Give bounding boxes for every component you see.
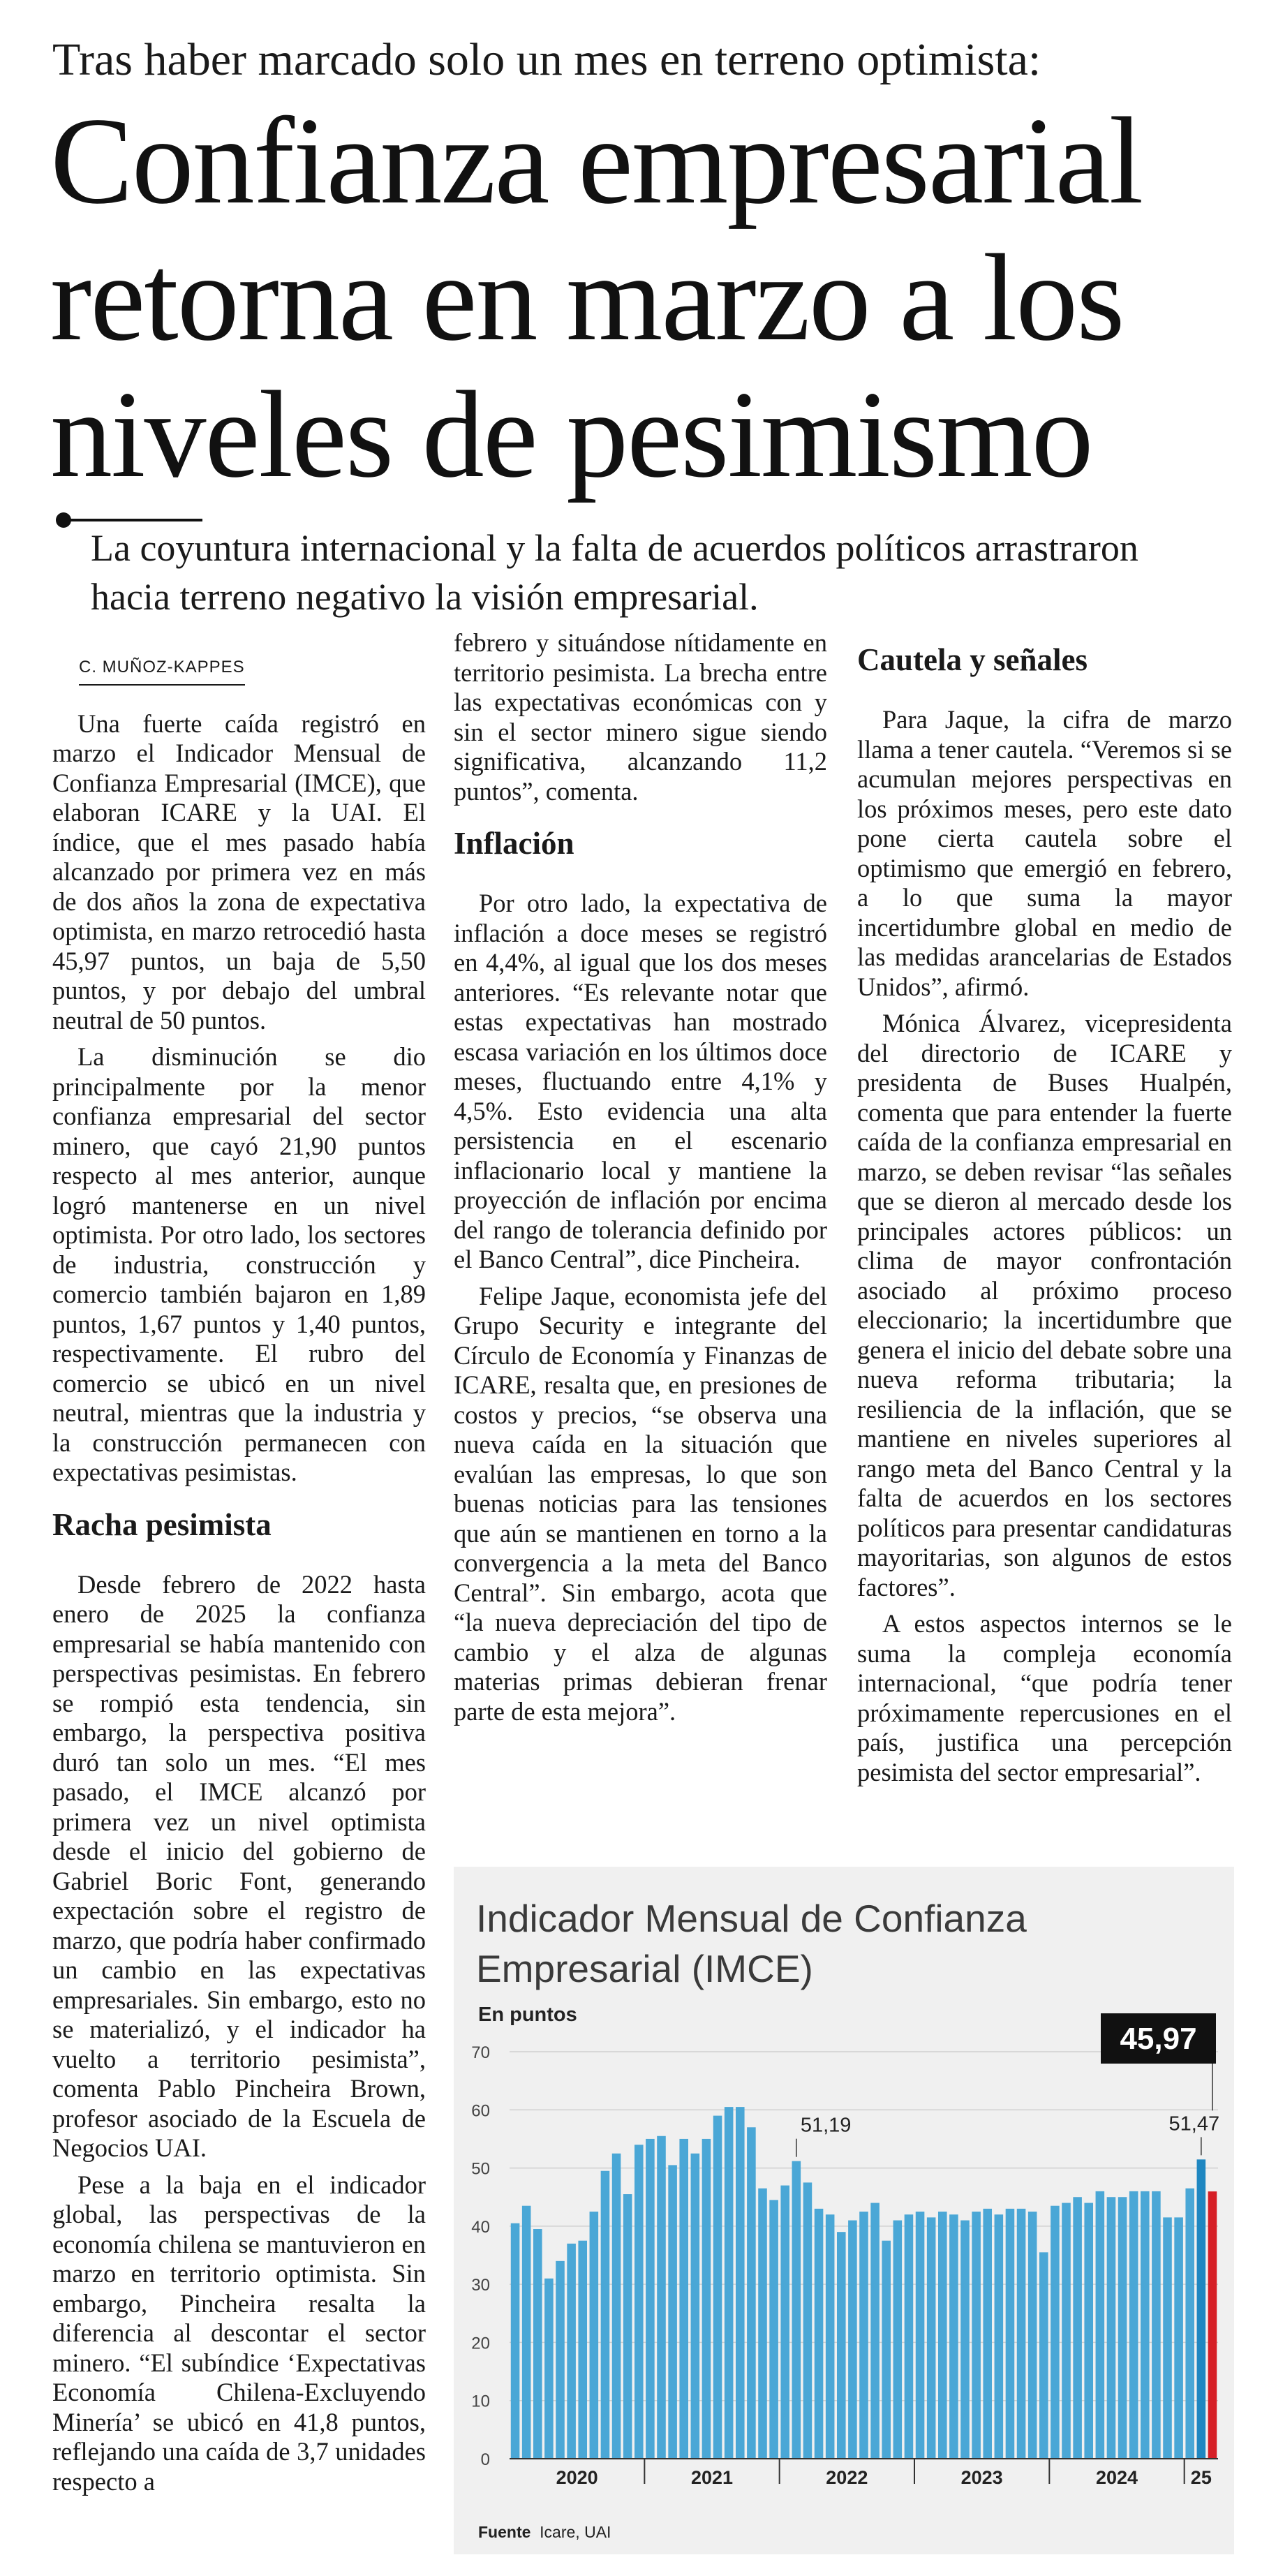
paragraph: A estos aspectos internos se le suma la compleja economía internacional, “que podría tener próximamente repercusiones en el país, justifica una percepción pesimista del sector empresarial”.	[857, 1609, 1232, 1786]
data-bar	[1152, 2191, 1161, 2459]
data-bar	[837, 2232, 846, 2459]
x-year-label: 2023	[960, 2467, 1003, 2488]
paragraph: Una fuerte caída registró en marzo el Indicador Mensual de Confianza Empresarial (IMCE), que elaboran ICARE y la UAI. El índice, que el mes pasado había alcanzado por primera vez en más de dos años la zona de expectativa optimista, en marzo retrocedió hasta 45,97 puntos, un baja de 5,50 puntos, y por debajo del umbral neutral de 50 puntos.	[52, 709, 426, 1035]
data-bar	[567, 2244, 576, 2459]
y-tick-label: 30	[471, 2276, 490, 2295]
data-bar	[1129, 2191, 1138, 2459]
data-bar	[972, 2212, 981, 2459]
y-tick-label: 20	[471, 2334, 490, 2353]
data-bar	[1197, 2159, 1206, 2459]
data-bar	[882, 2241, 891, 2459]
x-year-label: 2022	[826, 2467, 868, 2488]
data-bar	[803, 2182, 812, 2459]
chart-plot	[454, 1867, 1234, 2554]
data-bar	[590, 2212, 599, 2459]
data-bar	[1028, 2212, 1037, 2459]
data-label: 51,47	[1168, 2112, 1220, 2135]
x-year-label: 2020	[556, 2467, 598, 2488]
rule-line	[63, 519, 202, 521]
data-bar	[870, 2203, 880, 2459]
data-bar	[758, 2189, 767, 2459]
data-bar	[792, 2161, 801, 2459]
section-heading-inflacion: Inflación	[454, 826, 574, 861]
y-tick-label: 10	[471, 2392, 490, 2411]
data-bar	[848, 2221, 857, 2459]
data-bar	[1141, 2191, 1150, 2459]
y-tick-label: 50	[471, 2159, 490, 2179]
data-bar	[995, 2214, 1004, 2459]
data-bar	[1017, 2209, 1026, 2459]
data-bar	[1185, 2189, 1194, 2459]
chart-title: Indicador Mensual de Confianza Empresarial (IMCE)	[476, 1897, 1027, 1990]
data-bar	[725, 2107, 734, 2459]
paragraph: Mónica Álvarez, vicepresidenta del directorio de ICARE y presidenta de Buses Hualpén, comenta que para entender la fuerte caída de la confianza empresarial en marzo, se deben revisar “las señales que se dieron al mercado desde los principales actores públicos: un clima de mayor confrontación asociado al próximo proceso eleccionario; la incertidumbre que genera el inicio del debate sobre una nueva reforma tributaria; la resiliencia de la inflación, que se mantiene en niveles superiores al rango meta del Banco Central y la falta de acuerdos en los sectores políticos para presentar candidaturas mayoritarias, son algunos de estos factores”.	[857, 1009, 1232, 1601]
data-bar	[657, 2136, 666, 2459]
y-tick-label: 40	[471, 2217, 490, 2237]
y-tick-label: 70	[471, 2043, 490, 2062]
data-bar	[578, 2241, 587, 2459]
paragraph: Felipe Jaque, economista jefe del Grupo Security e integrante del Círculo de Economía y Finanzas de ICARE, resalta que, en presiones de costos y precios, “se observa una nueva caída en la situación que evalúan las empresas, lo que son buenas noticias para las tensiones que aún se mantienen en torno a la convergencia a la meta del Banco Central”. Sin embargo, acota que “la nueva depreciación del tipo de cambio y el alza de algunas materias primas debieran frenar parte de esta mejora”.	[454, 1281, 827, 1726]
paragraph: Pese a la baja en el indicador global, las perspectivas de la economía chilena se mantuvieron en marzo en territorio optimista. Sin embargo, Pincheira resalta la diferencia al descontar el sector minero. “El subíndice ‘Expectativas Economía Chilena-Excluyendo Minería’ se ubicó en 41,8 puntos, reflejando una caída de 3,7 unidades respecto a	[52, 2170, 426, 2496]
data-bar	[522, 2206, 531, 2459]
x-year-label: 25	[1190, 2467, 1212, 2488]
chart-source-label: Fuente	[478, 2523, 531, 2541]
data-bar	[1062, 2203, 1071, 2459]
data-bar	[938, 2212, 947, 2459]
paragraph: Por otro lado, la expectativa de inflación a doce meses se registró en 4,4%, al igual que los dos meses anteriores. “Es relevante notar que estas expectativas han mostrado escasa variación en los últimos doce meses, fluctuando entre 4,1% y 4,5%. Esto evidencia una alta persistencia en el escenario inflacionario local y mantiene la proyección de inflación por encima del rango de tolerancia definido por el Banco Central”, dice Pincheira.	[454, 889, 827, 1273]
data-bar	[826, 2214, 835, 2459]
paragraph: Para Jaque, la cifra de marzo llama a tener cautela. “Veremos si se acumulan mejores perspectivas en los próximos meses, pero este dato pone cierta cautela sobre el optimismo que emergió en febrero, a lo que suma la mayor incertidumbre global en medio de las medidas arancelarias de Estados Unidos”, afirmó.	[857, 705, 1232, 1001]
section-heading-racha-pesimista: Racha pesimista	[52, 1507, 272, 1542]
data-bar	[679, 2139, 688, 2459]
data-bar	[1208, 2191, 1217, 2459]
data-bar	[1039, 2252, 1048, 2459]
data-bar	[916, 2212, 925, 2459]
data-bar	[927, 2217, 936, 2459]
data-bar	[859, 2212, 868, 2459]
data-bar	[1174, 2217, 1183, 2459]
data-bar	[646, 2139, 655, 2459]
data-bar	[612, 2154, 621, 2459]
data-bar	[960, 2221, 970, 2459]
article-column-3	[857, 641, 1232, 1794]
paragraph: febrero y situándose nítidamente en territorio pesimista. La brecha entre las expectativas económicas con y sin el sector minero sigue siendo significativa, alcanzando 11,2 puntos”, comenta.	[454, 628, 827, 806]
data-bar	[511, 2223, 520, 2459]
y-tick-label: 60	[471, 2101, 490, 2121]
data-bar	[780, 2186, 789, 2459]
data-bar	[623, 2194, 632, 2459]
byline: C. MUÑOZ-KAPPES	[79, 653, 245, 686]
data-bar	[1051, 2206, 1060, 2459]
article-column-2	[454, 628, 827, 1733]
kicker: Tras haber marcado solo un mes en terreno optimista:	[52, 34, 1041, 85]
data-bar	[1084, 2203, 1093, 2459]
data-bar	[893, 2221, 903, 2459]
headline: Confianza empresarial retorna en marzo a los niveles de pesimismo	[50, 91, 1143, 503]
subheadline: La coyuntura internacional y la falta de acuerdos políticos arrastraron hacia terreno negativo la visión empresarial.	[91, 527, 1138, 618]
x-year-label: 2021	[690, 2467, 734, 2488]
imce-chart	[454, 1867, 1234, 2554]
data-bar	[769, 2200, 778, 2459]
data-label: 51,19	[800, 2114, 852, 2137]
data-bar	[1107, 2197, 1116, 2459]
chart-unit-label: En puntos	[478, 2004, 577, 2026]
data-bar	[601, 2171, 610, 2459]
data-bar	[905, 2214, 914, 2459]
chart-source	[478, 2523, 611, 2542]
data-bar	[533, 2229, 542, 2459]
data-bar	[1073, 2197, 1082, 2459]
data-bar	[556, 2261, 565, 2459]
highlight-value: 45,97	[1120, 2022, 1197, 2056]
x-year-label: 2024	[1095, 2467, 1138, 2488]
paragraph: Desde febrero de 2022 hasta enero de 2025 la confianza empresarial se había mantenido con perspectivas pesimistas. En febrero se rompió esta tendencia, sin embargo, la perspectiva positiva duró tan solo un mes. “El mes pasado, el IMCE alcanzó por primera vez un nivel optimista desde el inicio del gobierno de Gabriel Boric Font, generando expectación sobre el registro de marzo, que podría haber confirmado un cambio en las expectativas empresariales. Sin embargo, esto no se materializó, y el indicador ha vuelto a territorio pesimista”, comenta Pablo Pincheira Brown, profesor asociado de la Escuela de Negocios UAI.	[52, 1569, 426, 2162]
data-bar	[1006, 2209, 1015, 2459]
data-bar	[713, 2116, 722, 2459]
section-heading-cautela: Cautela y señales	[857, 642, 1088, 677]
data-bar	[983, 2209, 992, 2459]
paragraph: La disminución se dio principalmente por la menor confianza empresarial del sector minero, que cayó 21,90 puntos respecto al mes anterior, aunque logró mantenerse en un nivel optimista. Por otro lado, los sectores de industria, construcción y comercio también bajaron en 1,89 puntos, 1,67 puntos y 1,40 puntos, respectivamente. El rubro del comercio se ubicó en un nivel neutral, mientras que la industria y la construcción permanecen con expectativas pesimistas.	[52, 1042, 426, 1486]
data-bar	[668, 2165, 677, 2459]
data-bar	[691, 2154, 700, 2459]
data-bar	[815, 2209, 824, 2459]
chart-source-text: Icare, UAI	[540, 2523, 611, 2541]
article-column-1	[52, 649, 426, 2503]
data-bar	[1096, 2191, 1105, 2459]
data-bar	[544, 2279, 554, 2459]
data-bar	[747, 2127, 756, 2459]
data-bar	[949, 2214, 958, 2459]
y-tick-label: 0	[480, 2450, 490, 2469]
data-bar	[634, 2145, 644, 2459]
data-bar	[1163, 2217, 1172, 2459]
data-bar	[702, 2139, 711, 2459]
data-bar	[1118, 2197, 1127, 2459]
data-bar	[736, 2107, 745, 2459]
